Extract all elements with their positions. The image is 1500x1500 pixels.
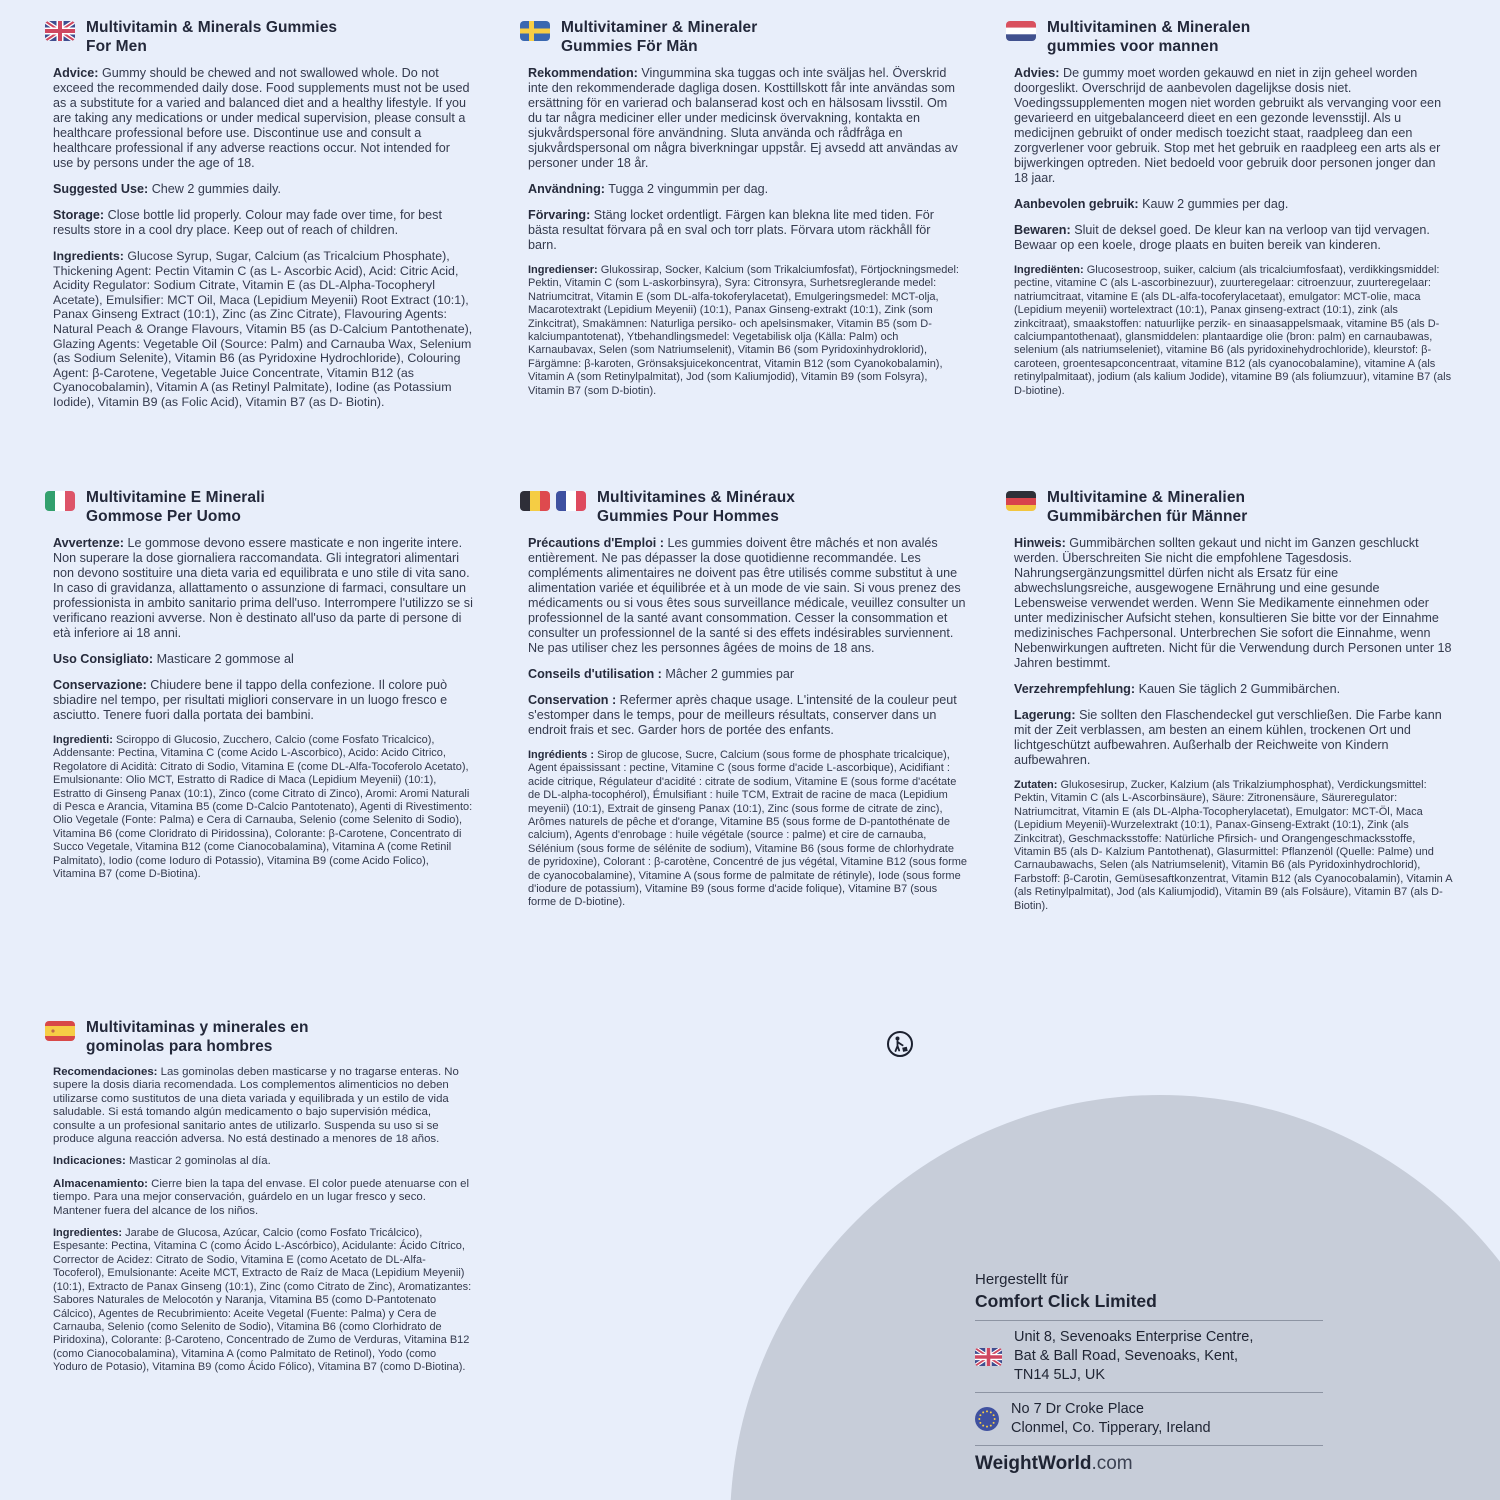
suggested-use-paragraph [53,182,473,197]
para-text: Stäng locket ordentligt. Färgen kan blekna lite med tiden. För bästa resultat förvara på en sval och torr plats. Förvara utom räckhåll för barn. [528,208,935,252]
flag-group [45,1021,75,1041]
flag-group [45,491,75,511]
section-title [86,18,337,56]
title-line: Gummies Pour Hommes [597,508,779,525]
para-text: Gummy should be chewed and not swallowed whole. Do not exceed the recommended daily dose. Food supplements must not be used as a substitute for a varied and balanced diet and a healthy lifestyle. If you are taking any medications or under medical supervision, please consult a healthcare professional before use. Discontinue use and consult a healthcare professional if any adverse reactions occur. Not intended for use by persons under the age of 18. [53,66,470,170]
storage-paragraph [528,208,962,253]
para-label: Indicaciones: [53,1155,126,1168]
title-line: Gommose Per Uomo [86,508,241,525]
section-italian [37,488,489,892]
section-english [37,18,489,421]
para-text: Glucosestroop, suiker, calcium (als tricalciumfosfaat), verdikkingsmiddel: pectine, vitamine C (als L-ascorbinezuur), zuurteregelaar: citroenzuur, zuurteregelaar: natriumcitraat, vitamine E (als DL-alfa-tocoferylacetaat), emulgator: MCT-olie, maca (Lepidium meyenii) wortelextract (10:1), Panax ginseng-extract (10:1), zink (als zinkcitraat), smaakstoffen: natuurlijke perzik- en sinaasappelsmaak, vitamine B5 (als D-calciumpantothenaat), glansmiddelen: plantaardige olie (bron: palm) en carnaubawas, selenium (als natriumseleniet), vitamine B6 (als pyridoxinehydrochloride), kleurstof: β-caroteen, groentesapconcentraat, vitamine B12 (als cyanocobalamine), vitamine A (als retinylpalmitaat), jodium (als kalium Jodide), vitamine B9 (als foliumzuur), vitamine B7 (als D-biotine). [1014,264,1452,397]
para-text: Masticare 2 gommose al [156,652,294,666]
section-title [1047,18,1250,56]
para-text: Kauen Sie täglich 2 Gummibärchen. [1138,682,1341,696]
france-flag-icon [556,491,586,511]
section-swedish [512,18,978,409]
para-label: Storage: [53,208,105,222]
para-text: Kauw 2 gummies per dag. [1142,197,1289,211]
title-line: Multivitamine E Minerali [86,489,265,506]
germany-flag-icon [1006,491,1036,511]
ingredients-paragraph [1014,779,1452,913]
netherlands-flag-icon [1006,21,1036,41]
title-line: gummies voor mannen [1047,38,1219,55]
para-label: Advies: [1014,66,1060,80]
ireland-address [1011,1400,1211,1438]
advice-paragraph [1014,66,1452,186]
ingredients-paragraph [53,249,473,410]
section-dutch [998,18,1468,409]
para-label: Conseils d'utilisation : [528,667,662,681]
tidy-man-icon [886,1030,914,1058]
para-text: Tugga 2 vingummin per dag. [608,182,769,196]
storage-paragraph [53,1178,473,1218]
para-text: Sciroppo di Glucosio, Zucchero, Calcio (come Fosfato Tricalcico), Addensante: Pectina, Vitamina C (come Acido L-Ascorbico), Acido: Acido Citrico, Regolatore di Acidità: Citrato di Sodio, Vitamina E (come DL-Alfa-Tocoferolo Acetato), Emulsionante: Olio MCT, Estratto di Radice di Maca (Lepidium Meyenii) (10:1), Estratto di Ginseng Panax (10:1), Zinco (come Citrato di Zinco), Aromi: Aromi Naturali di Pesca e Arancia, Vitamina B5 (come D-Calcio Pantotenato), Agenti di Rivestimento: Olio Vegetale (Fonte: Palma) e Cera di Carnauba, Selenio (come Selenito di Sodio), Vitamina B6 (come Cloridrato di Piridossina), Colorante: β-Carotene, Concentrato di Succo Vegetale, Vitamina B12 (come Cianocobalamina), Vitamina A (come Retinil Palmitato), Iodio (come Ioduro di Potassio), Vitamina B9 (come Acido Folico), Vitamina B7 (come D-Biotina). [53,734,473,881]
para-text: Mâcher 2 gummies par [665,667,795,681]
title-line: Multivitamine & Mineralien [1047,489,1246,506]
ingredients-paragraph [53,734,473,881]
belgium-flag-icon [520,491,550,511]
sweden-flag-icon [520,21,550,41]
section-title [86,488,265,526]
para-label: Rekommendation: [528,66,638,80]
storage-paragraph [1014,708,1452,768]
title-line: For Men [86,38,147,55]
para-label: Användning: [528,182,605,196]
ingredients-paragraph [528,749,968,910]
address-line: TN14 5LJ, UK [1014,1367,1106,1383]
made-for-label: Hergestellt für [975,1271,1069,1288]
uk-flag-icon [45,21,75,41]
para-text: Sie sollten den Flaschendeckel gut verschließen. Die Farbe kann mit der Zeit verblassen, am besten an einem kühlen, trockenen Ort und lichtgeschützt aufbewahren. Außerhalb der Reichweite von Kindern aufbewahren. [1014,708,1442,767]
para-text: Close bottle lid properly. Colour may fade over time, for best results store in a cool dry place. Keep out of reach of children. [53,208,442,237]
para-text: Chiudere bene il tappo della confezione. Il colore può sbiadire nel tempo, per risultati migliori conservare in un luogo fresco e asciutto. Tenere fuori dalla portata dei bambini. [53,678,448,722]
para-label: Ingredienser: [528,264,598,276]
divider [975,1320,1323,1321]
brand-logo [975,1453,1323,1475]
advice-paragraph [528,536,968,656]
address-line: No 7 Dr Croke Place [1011,1401,1144,1417]
advice-paragraph [53,66,473,171]
para-label: Précautions d'Emploi : [528,536,664,550]
section-spanish [37,1018,489,1384]
para-label: Avvertenze: [53,536,124,550]
para-text: Sluit de deksel goed. De kleur kan na verloop van tijd vervagen. Bewaar op een koele, droge plaats en buiten bereik van kinderen. [1014,223,1430,252]
para-text: Gummibärchen sollten gekaut und nicht im Ganzen geschluckt werden. Überschreiten Sie nicht die empfohlene Tagesdosis. Nahrungsergänzungsmittel dürfen nicht als Ersatz für eine abwechslungsreiche, ausgewogene Ernährung und eine gesunde Lebensweise verwendet werden. Wenn Sie Medikamente einnehmen oder unter medizinischer Aufsicht stehen, konsultieren Sie bitte vor der Einnahme medizinisches Fachpersonal. Unterbrechen Sie sofort die Einnahme, wenn Nebenwirkungen auftreten. Nicht für die Verwendung durch Personen unter 18 Jahren bestimmt. [1014,536,1452,670]
section-german [998,488,1468,924]
section-heading [45,1018,489,1066]
para-label: Almacenamiento: [53,1177,148,1190]
para-label: Advice: [53,66,99,80]
section-heading [1006,488,1468,536]
spain-flag-icon [45,1021,75,1041]
para-label: Conservation : [528,693,617,707]
para-label: Hinweis: [1014,536,1066,550]
storage-paragraph [53,208,473,238]
title-line: Multivitaminas y minerales en [86,1019,309,1036]
ingredients-paragraph [53,1227,473,1374]
para-label: Ingredientes: [53,1227,123,1240]
divider [975,1392,1323,1393]
para-label: Conservazione: [53,678,147,692]
suggested-use-paragraph [1014,197,1452,212]
para-text: Cierre bien la tapa del envase. El color puede atenuarse con el tiempo. Para una mejor conservación, guárdelo en un lugar fresco y seco. Mantener fuera del alcance de los niños. [53,1177,470,1217]
suggested-use-paragraph [53,1155,473,1168]
para-label: Ingrediënten: [1014,264,1084,276]
para-label: Lagerung: [1014,708,1076,722]
para-text: Refermer après chaque usage. L'intensité de la couleur peut s'estomper dans le temps, pour de meilleurs résultats, conserver dans un endroit frais et sec. Garder hors de portée des enfants. [528,693,957,737]
brand-suffix: .com [1091,1453,1133,1474]
title-line: Multivitamines & Minéraux [597,489,796,506]
flag-group [45,21,75,41]
section-french [512,488,984,921]
section-heading [45,488,489,536]
flag-group [1006,491,1036,511]
section-heading [520,488,984,536]
para-label: Bewaren: [1014,223,1071,237]
section-title [561,18,757,56]
section-heading [45,18,489,66]
title-line: Multivitamin & Minerals Gummies [86,19,338,36]
uk-address-row [975,1328,1323,1385]
para-text: De gummy moet worden gekauwd en niet in zijn geheel worden doorgeslikt. Overschrijd de aanbevolen dagelijkse dosis niet. Voedingssupplementen mogen niet worden gebruikt als vervanging voor een gevarieerd en uitgebalanceerd dieet en een gezonde levensstijl. Als u medicijnen gebruikt of onder medisch toezicht staat, raadpleeg dan een zorgverlener voor gebruik. Stop met het gebruik en raadpleeg een arts als er bijwerkingen optreden. Niet bedoeld voor gebruik door personen jonger dan 18 jaar. [1014,66,1442,185]
para-label: Ingredients: [53,249,124,263]
para-text: Les gummies doivent être mâchés et non avalés entièrement. Ne pas dépasser la dose quotidienne recommandée. Les compléments alimentaires ne doivent pas être utilisés comme substitut à une alimentation variée et équilibrée et à un mode de vie sain. Si vous prenez des médicaments ou si vous êtes sous surveillance médicale, veuillez consulter un professionnel de la santé avant consommation. Cesser la consommation et consulter un professionnel de la santé si des effets indésirables surviennent. Ne pas utiliser chez les personnes âgées de moins de 18 ans. [528,536,966,655]
section-heading [1006,18,1468,66]
uk-flag-icon [975,1348,1002,1366]
italy-flag-icon [45,491,75,511]
para-text: Masticar 2 gominolas al día. [128,1155,271,1168]
section-title [86,1018,309,1056]
para-text: Las gominolas deben masticarse y no tragarse enteras. No supere la dosis diaria recomendada. Los complementos alimenticios no deben utilizarse como sustitutos de una dieta variada y equilibrada y un estilo de vida saludable. Si está tomando algún medicamento o bajo supervisión médica, consulte a un profesional sanitario antes de utilizarlo. Suspenda su uso si se produce alguna reacción adversa. No está destinado a menores de 18 años. [53,1066,459,1146]
section-heading [520,18,978,66]
ireland-address-row [975,1400,1323,1438]
para-label: Aanbevolen gebruik: [1014,197,1139,211]
advice-paragraph [528,66,962,171]
para-label: Zutaten: [1014,779,1058,791]
advice-paragraph [53,536,473,641]
section-title [1047,488,1247,526]
title-line: Multivitaminer & Mineraler [561,19,758,36]
ingredients-paragraph [528,264,962,398]
suggested-use-paragraph [53,652,473,667]
para-label: Förvaring: [528,208,591,222]
storage-paragraph [528,693,968,738]
para-label: Ingrédients : [528,749,595,761]
address-line: Bat & Ball Road, Sevenoaks, Kent, [1014,1348,1239,1364]
para-text: Vingummina ska tuggas och inte sväljas hel. Överskrid inte den rekommenderade dagliga dosen. Kosttillskott får inte användas som ersättning för en varierad och balanserad kost och en hälsosam livsstil. Om du tar några mediciner eller under medicinsk övervakning, kontakta en sjukvårdspersonal före användning. Sluta använda och rådfråga en sjukvårdspersonal om några biverkningar uppstår. Ej avsedd att användas av personer under 18 år. [528,66,958,170]
uk-address [1014,1328,1253,1385]
para-label: Verzehrempfehlung: [1014,682,1136,696]
title-line: Gummibärchen für Männer [1047,508,1248,525]
suggested-use-paragraph [528,667,968,682]
company-name: Comfort Click Limited [975,1291,1157,1311]
para-text: Le gommose devono essere masticate e non ingerite intere. Non superare la dose giornaliera raccomandata. Gli integratori alimentari non devono sostituire una dieta varia ed equilibrata e uno stile di vita sano. In caso di gravidanza, allattamento o assunzione di farmaci, consultare un professionista in ambito sanitario prima dell'uso. Interrompere l'utilizzo se si verificano reazioni avverse. Non è destinato all'uso da parte di persone di età inferiore ai 18 anni. [53,536,473,640]
brand-name: WeightWorld [975,1453,1092,1474]
para-text: Glukosesirup, Zucker, Kalzium (als Trikalziumphosphat), Verdickungsmittel: Pektin, Vitamin C (als L-Ascorbinsäure), Säure: Zitronensäure, Säureregulator: Natriumcitrat, Vitamin E (als DL-Alpha-Tocopherylacetat), Emulgator: MCT-Öl, Maca (Lepidium Meyenii)-Wurzelextrakt (10:1), Panax-Ginseng-Extrakt (10:1), Zink (als Zinkcitrat), Geschmacksstoffe: Natürliche Pfirsich- und Orangengeschmacksstoffe, Vitamin B5 (als D- Kalzium Pantothenat), Glasurmittel: Pflanzenöl (Quelle: Palme) und Carnaubawachs, Selen (als Natriumselenit), Vitamin B6 (als Pyridoxinhydrochlorid), Farbstoff: β-Carotin, Gemüsesaftkonzentrat, Vitamin B12 (als Cyanocobalamin), Vitamin A (als Retinylpalmitat), Jod (als Kaliumjodid), Vitamin B9 (als Folsäure), Vitamin B7 (als D-Biotin). [1014,779,1452,912]
section-title [597,488,795,526]
para-text: Glucose Syrup, Sugar, Calcium (as Tricalcium Phosphate), Thickening Agent: Pectin Vitamin C (as L- Ascorbic Acid), Acid: Citric Acid, Acidity Regulator: Sodium Citrate, Vitamin E (as DL-Alpha-Tocopheryl Acetate), Emulsifier: MCT Oil, Maca (Lepidium Meyenii) Root Extract (10:1), Panax Ginseng Extract (10:1), Zinc (as Zinc Citrate), Flavouring Agents: Natural Peach & Orange Flavours, Vitamin B5 (as D-Calcium Pantothenate), Glazing Agents: Vegetable Oil (Source: Palm) and Carnauba Wax, Selenium (as Sodium Selenite), Vitamin B6 (as Pyridoxine Hydrochloride), Colouring Agent: β-Carotene, Vegetable Juice Concentrate, Vitamin B12 (as Cyanocobalamin), Vitamin A (as Retinyl Palmitate), Iodine (as Potassium Iodide), Vitamin B9 (as Folic Acid), Vitamin B7 (as D- Biotin). [53,249,473,409]
para-text: Sirop de glucose, Sucre, Calcium (sous forme de phosphate tricalcique), Agent épaississant : pectine, Vitamine C (sous forme d'acide L-ascorbique), Acidifiant : acide citrique, Régulateur d'acidité : citrate de sodium, Vitamine E (sous forme d'acétate de DL-alpha-tocophérol), Émulsifiant : huile TCM, Extrait de racine de maca (Lepidium meyenii) (10:1), Extrait de ginseng Panax (10:1), Zinc (sous forme de citrate de zinc), Arômes naturels de pêche et d'orange, Vitamine B5 (sous forme de D-pantothénate de calcium), Agents d'enrobage : huile végétale (source : palme) et cire de carnauba, Sélénium (sous forme de sélénite de sodium), Vitamine B6 (sous forme de chlorhydrate de pyridoxine), Colorant : β-carotène, Concentré de jus végétal, Vitamine B12 (sous forme de cyanocobalamine), Vitamine A (sous forme de palmitate de rétinyle), Iode (sous forme d'iodure de potassium), Vitamine B9 (sous forme d'acide folique), Vitamine B7 (sous forme de D-biotine). [528,749,968,909]
advice-paragraph [1014,536,1452,671]
suggested-use-paragraph [528,182,962,197]
title-line: Gummies För Män [561,38,698,55]
address-line: Unit 8, Sevenoaks Enterprise Centre, [1014,1329,1254,1345]
storage-paragraph [53,678,473,723]
advice-paragraph [53,1066,473,1146]
para-text: Jarabe de Glucosa, Azúcar, Calcio (como Fosfato Tricálcico), Espesante: Pectina, Vitamina C (como Ácido L-Ascórbico), Acidulante: Ácido Cítrico, Corrector de Acidez: Citrato de Sodio, Vitamina E (como Acetato de DL-Alfa-Tocoferol), Emulsionante: Aceite MCT, Extracto de Raíz de Maca (Lepidium Meyenii) (10:1), Extracto de Panax Ginseng (10:1), Zinc (como Citrato de Zinc), Aromatizantes: Sabores Naturales de Melocotón y Naranja, Vitamina B5 (como D-Pantotenato Cálcico), Agentes de Recubrimiento: Aceite Vegetal (Fuente: Palma) y Cera de Carnauba, Selenio (como Selenito de Sodio), Vitamina B6 (como Clorhidrato de Piridoxina), Colorante: β-Caroteno, Concentrado de Zumo de Verduras, Vitamina B12 (como Cianocobalamina), Vitamina A (como Palmitato de Retinol), Yodo (como Yoduro de Potasio), Vitamina B9 (como Ácido Fólico), Vitamina B7 (como D-Biotina). [53,1227,472,1374]
ingredients-paragraph [1014,264,1452,398]
divider [975,1445,1323,1446]
title-line: gominolas para hombres [86,1038,273,1055]
eu-flag-icon [975,1407,999,1431]
para-text: Glukossirap, Socker, Kalcium (som Trikalciumfosfat), Förtjockningsmedel: Pektin, Vitamin C (som L-askorbinsyra), Syra: Citronsyra, Surhetsreglerande medel: Natriumcitrat, Vitamin E (som DL-alfa-tokoferylacetat), Emulgeringsmedel: MCT-olja, Macarotextrakt (Lepidium Meyenii) (10:1), Panax Ginseng-extrakt (10:1), Zink (som Zinkcitrat), Smakämnen: Naturliga persiko- och apelsinsmaker, Vitamin B5 (som D-kalciumpantotenat), Ytbehandlingsmedel: Vegetabilisk olja (Källa: Palm) och Karnaubavax, Selen (som Natriumselenit), Vitamin B6 (som Pyridoxinhydroklorid), Färgämne: β-karoten, Grönsaksjuicekoncentrat, Vitamin B12 (som Cyanokobalamin), Vitamin A (som Retinylpalmitat), Jod (som Kaliumjodid), Vitamin B9 (som Folsyra), Vitamin B7 (som D-biotin). [528,264,959,397]
address-line: Clonmel, Co. Tipperary, Ireland [1011,1420,1211,1436]
title-line: Multivitaminen & Mineralen [1047,19,1251,36]
storage-paragraph [1014,223,1452,253]
suggested-use-paragraph [1014,682,1452,697]
para-label: Suggested Use: [53,182,149,196]
flag-group [1006,21,1036,41]
para-label: Uso Consigliato: [53,652,154,666]
para-label: Ingredienti: [53,734,113,746]
manufacturer-footer [975,1270,1323,1475]
flag-group [520,491,586,511]
para-text: Chew 2 gummies daily. [151,182,281,196]
flag-group [520,21,550,41]
para-label: Recomendaciones: [53,1066,158,1078]
